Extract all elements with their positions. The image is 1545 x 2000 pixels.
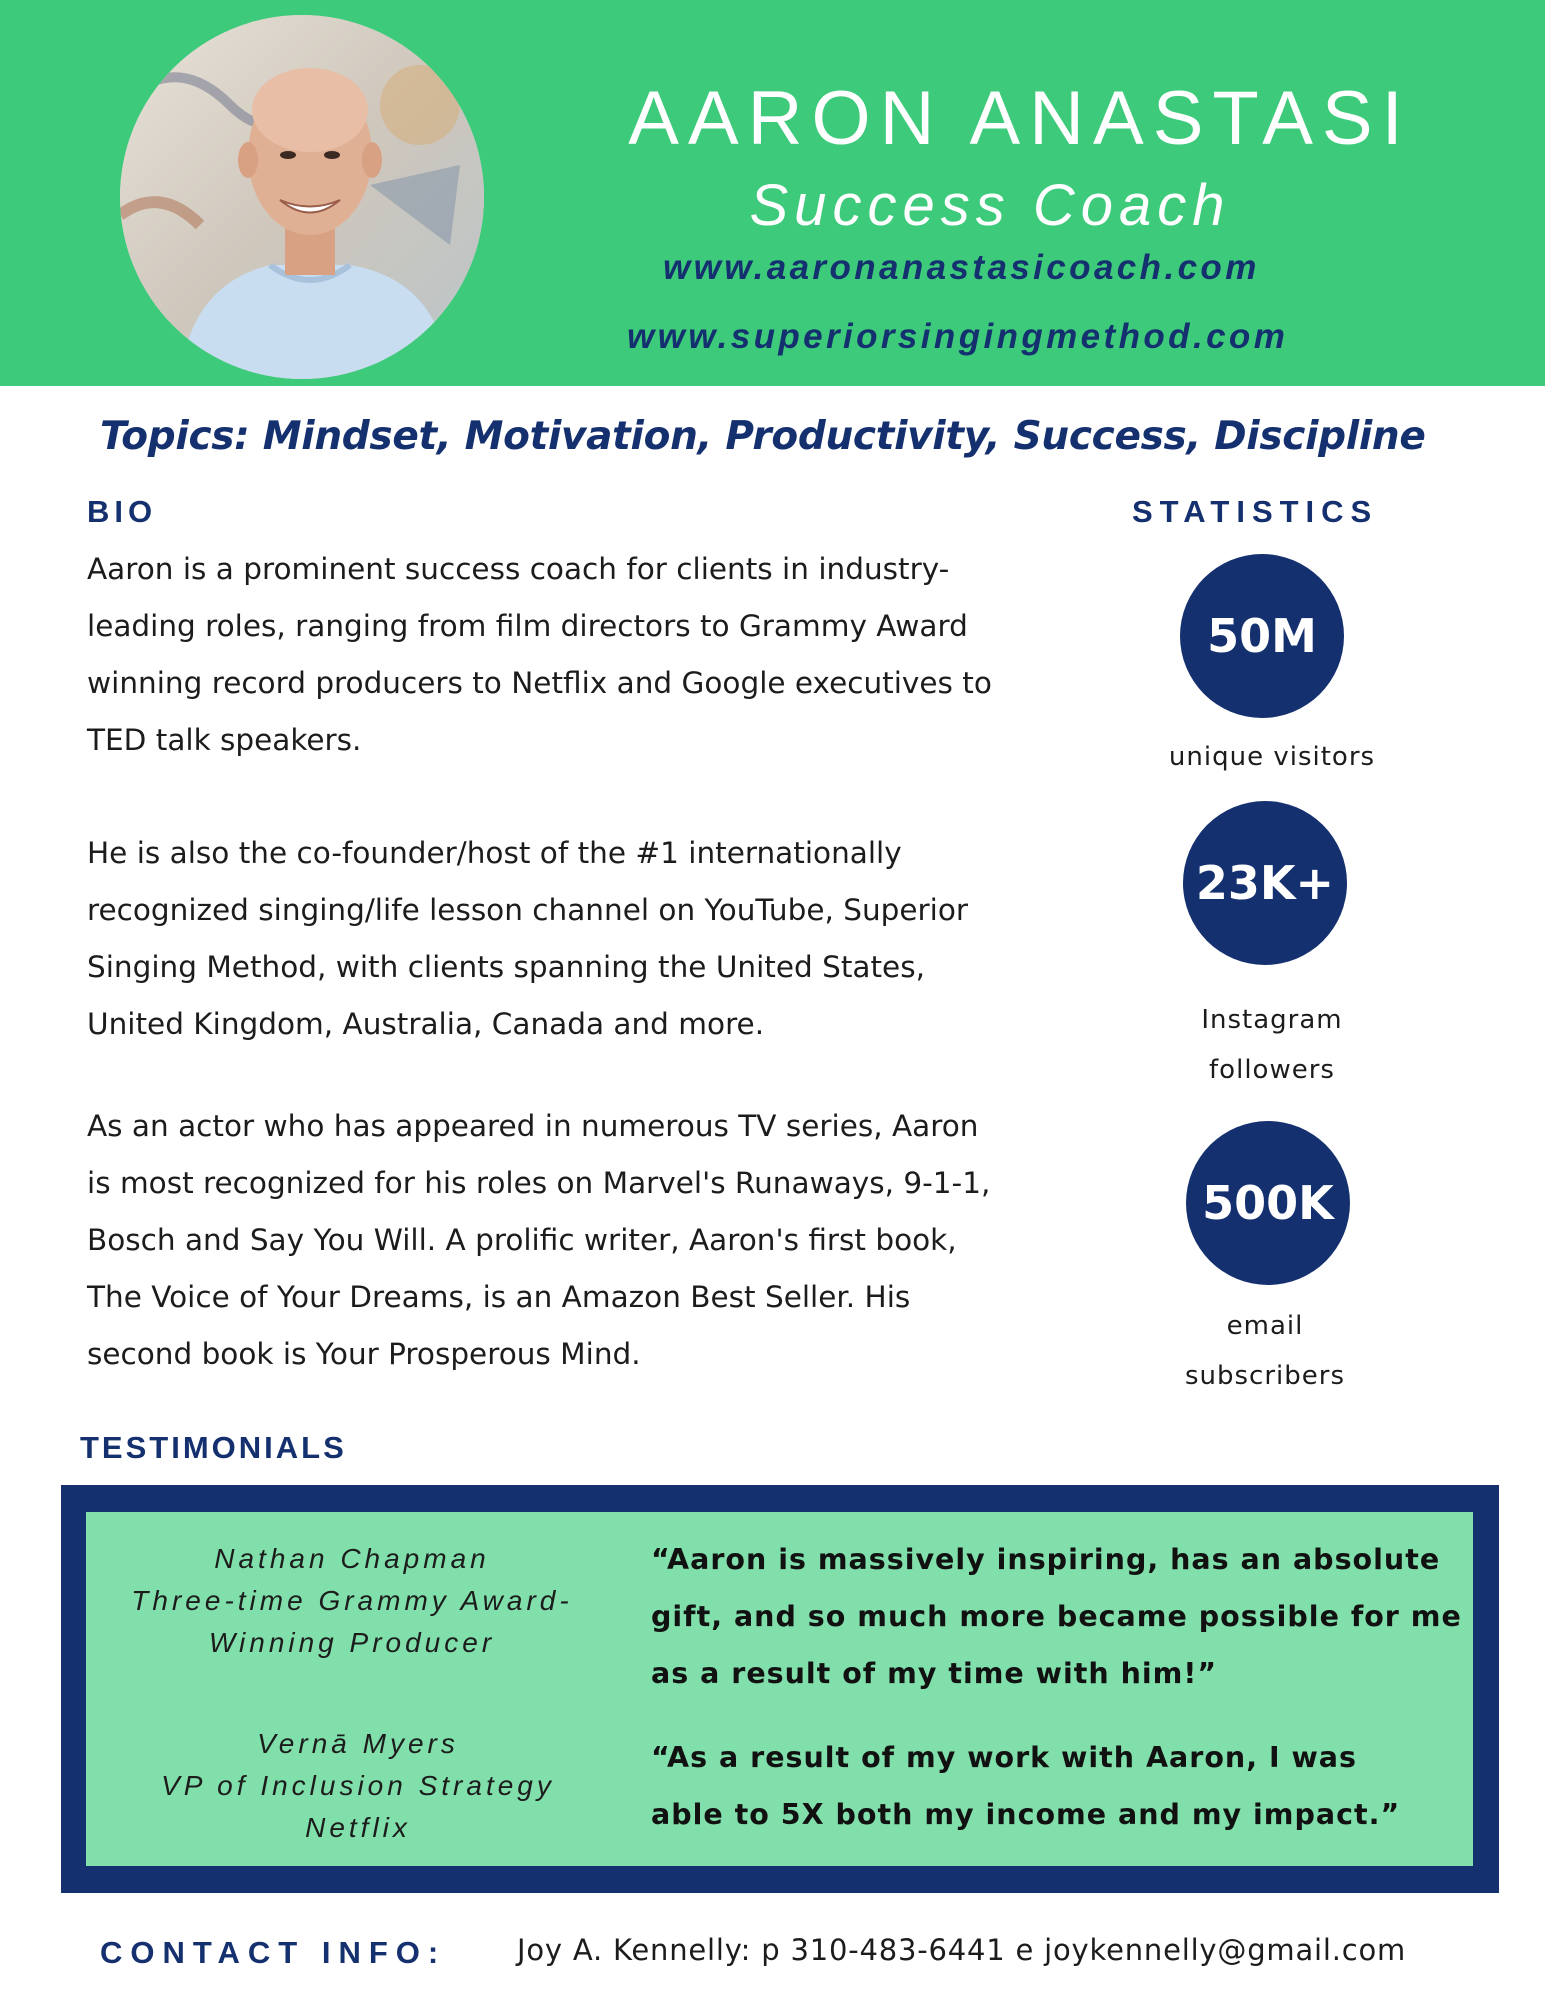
bio-line: Bosch and Say You Will. A prolific writer, Aaron's first book, bbox=[87, 1223, 957, 1257]
person-role: Success Coach bbox=[749, 173, 1231, 238]
bio-line: is most recognized for his roles on Marvel's Runaways, 9-1-1, bbox=[87, 1166, 991, 1200]
quote-line: “Aaron is massively inspiring, has an absolute bbox=[651, 1543, 1441, 1576]
stat-circle-email: 500K bbox=[1186, 1121, 1350, 1285]
bio-line: He is also the co-founder/host of the #1 internationally bbox=[87, 836, 902, 870]
bio-line: Singing Method, with clients spanning the United States, bbox=[87, 950, 925, 984]
topics-line: Topics: Mindset, Motivation, Productivity, Success, Discipline bbox=[100, 414, 1426, 459]
testimonials-heading: TESTIMONIALS bbox=[80, 1430, 347, 1465]
website-link-singing[interactable]: www.superiorsingingmethod.com bbox=[627, 317, 1289, 356]
stat-label-visitors: unique visitors bbox=[1168, 742, 1376, 772]
testimonial-author-title: VP of Inclusion Strategy bbox=[161, 1770, 555, 1801]
bio-line: winning record producers to Netflix and Google executives to bbox=[87, 666, 992, 700]
testimonial-author: Vernā Myers bbox=[257, 1728, 459, 1759]
stat-label-instagram: Instagram followers bbox=[1201, 1005, 1343, 1085]
testimonial-author-title: Netflix bbox=[305, 1812, 411, 1843]
bio-line: second book is Your Prosperous Mind. bbox=[87, 1337, 641, 1371]
header-banner bbox=[0, 0, 1545, 386]
bio-paragraph bbox=[87, 1098, 1107, 1383]
portrait-illustration bbox=[120, 15, 484, 379]
website-link-coach[interactable]: www.aaronanastasicoach.com bbox=[663, 248, 1260, 287]
bio-line: As an actor who has appeared in numerous TV series, Aaron bbox=[87, 1109, 979, 1143]
bio-line: leading roles, ranging from film directors to Grammy Award bbox=[87, 609, 968, 643]
bio-paragraph bbox=[87, 825, 1107, 1053]
testimonial-attribution bbox=[108, 1723, 608, 1849]
stat-circle-visitors: 50M bbox=[1180, 554, 1344, 718]
profile-photo bbox=[120, 15, 484, 379]
quote-line: able to 5X both my income and my impact.” bbox=[651, 1798, 1401, 1831]
bio-line: United Kingdom, Australia, Canada and more. bbox=[87, 1007, 765, 1041]
stat-label-email: email subscribers bbox=[1184, 1311, 1346, 1391]
testimonial-author: Nathan Chapman bbox=[214, 1543, 490, 1574]
quote-line: “As a result of my work with Aaron, I was bbox=[651, 1741, 1357, 1774]
testimonial-quote bbox=[651, 1531, 1471, 1702]
testimonial-author-title: Winning Producer bbox=[208, 1627, 496, 1658]
bio-line: Aaron is a prominent success coach for clients in industry- bbox=[87, 552, 950, 586]
statistics-heading: STATISTICS bbox=[1132, 494, 1379, 529]
quote-line: as a result of my time with him!” bbox=[651, 1657, 1218, 1690]
person-name: AARON ANASTASI bbox=[628, 76, 1412, 161]
testimonial-author-title: Three-time Grammy Award- bbox=[131, 1585, 573, 1616]
bio-line: The Voice of Your Dreams, is an Amazon Best Seller. His bbox=[87, 1280, 911, 1314]
stat-circle-instagram: 23K+ bbox=[1183, 801, 1347, 965]
quote-line: gift, and so much more became possible for me bbox=[651, 1600, 1462, 1633]
bio-paragraph bbox=[87, 541, 1107, 769]
testimonial-quote bbox=[651, 1729, 1471, 1843]
bio-line: TED talk speakers. bbox=[87, 723, 362, 757]
contact-heading: CONTACT INFO: bbox=[100, 1935, 447, 1970]
bio-heading: BIO bbox=[87, 494, 158, 529]
contact-details[interactable]: Joy A. Kennelly: p 310-483-6441 e joykennelly@gmail.com bbox=[517, 1933, 1407, 1967]
testimonial-attribution bbox=[102, 1538, 602, 1664]
bio-line: recognized singing/life lesson channel on YouTube, Superior bbox=[87, 893, 969, 927]
